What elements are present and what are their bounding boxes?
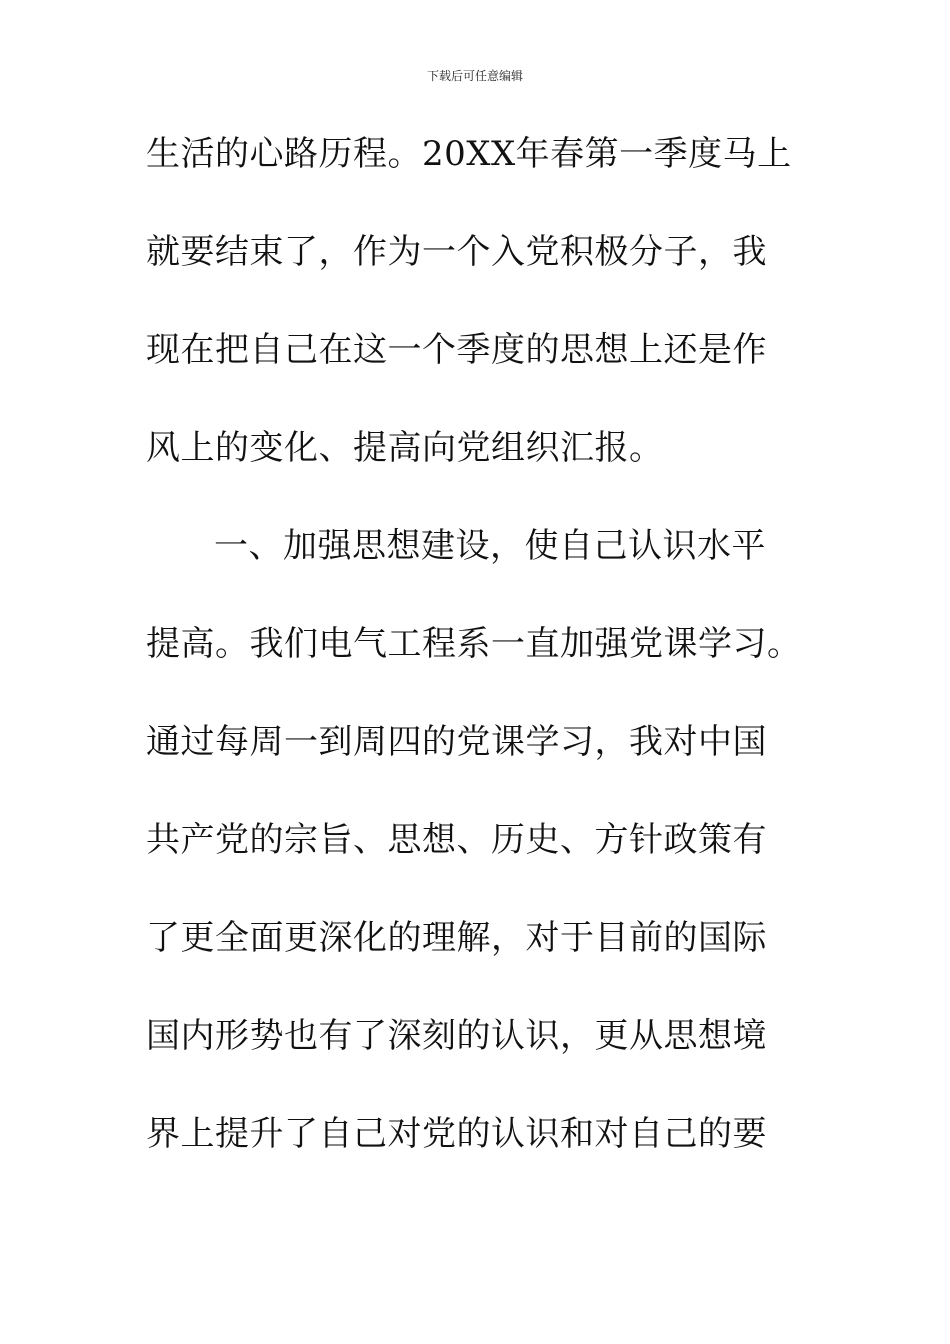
text-line: 了更全面更深化的理解，对于目前的国际 (146, 918, 767, 958)
text-line: 生活的心路历程。20XX年春第一季度马上 (146, 134, 792, 174)
text-line: 现在把自己在这一个季度的思想上还是作 (146, 330, 767, 370)
text-line: 界上提升了自己对党的认识和对自己的要 (146, 1114, 767, 1154)
document-body (146, 126, 826, 1204)
text-line: 国内形势也有了深刻的认识，更从思想境 (146, 1016, 767, 1056)
text-line: 就要结束了，作为一个入党积极分子，我 (146, 232, 767, 272)
section-heading-line: 一、加强思想建设，使自己认识水平 (214, 526, 766, 566)
text-line: 共产党的宗旨、思想、历史、方针政策有 (146, 820, 767, 860)
text-line: 通过每周一到周四的党课学习，我对中国 (146, 722, 767, 762)
text-line: 提高。我们电气工程系一直加强党课学习。 (146, 624, 802, 664)
text-line: 风上的变化、提高向党组织汇报。 (146, 428, 664, 468)
page-header: 下载后可任意编辑 (426, 69, 523, 83)
